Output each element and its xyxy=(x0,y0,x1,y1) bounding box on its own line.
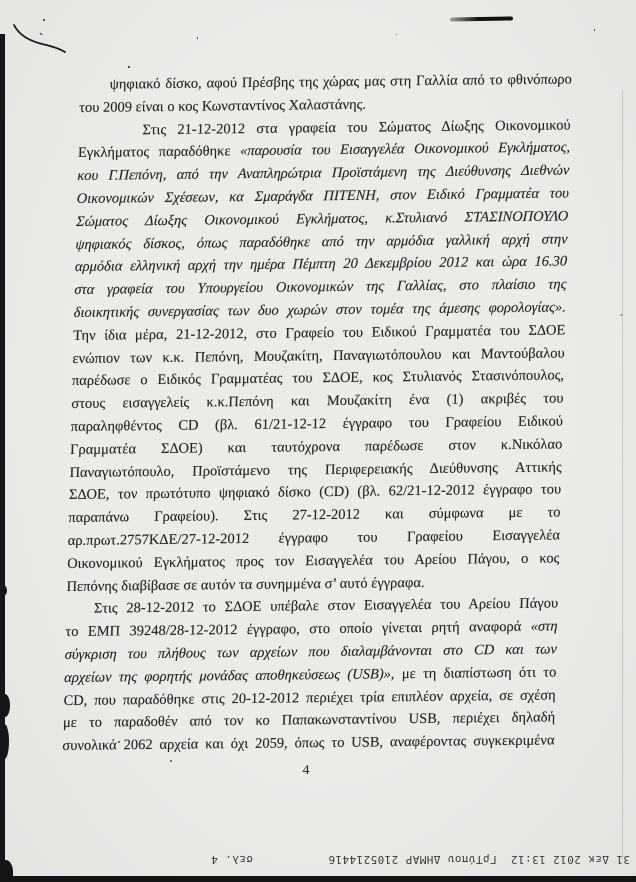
text-line: ΣΔΟΕ, τον πρωτότυπο ψηφιακό δίσκο (CD) (βλ. 62/21-12-2012 έγγραφο του xyxy=(68,481,562,504)
text-line: κου Γ.Πεπόνη, από την Αναπληρώτρια Προϊστάμενη της Διεύθυνσης Διεθνών xyxy=(77,162,570,185)
fax-sender: ΓρΤύπου ΔΗΜΑΡ 2105214416 xyxy=(328,853,497,866)
fax-datetime-sender xyxy=(328,853,630,866)
text-line: αρμόδια ελληνική αρχή την ημέρα Πέμπτη 20 Δεκεμβρίου 2012 και ώρα 16.30 xyxy=(74,253,568,276)
text-line: Την ίδια μέρα, 21-12-2012, στο Γραφείο του Ειδικού Γραμματέα του ΣΔΟΕ xyxy=(72,322,566,344)
text-line: αρχείων της φορητής μονάδας αποθηκεύσεως (USB)», με τη διαπίστωση ότι το xyxy=(63,664,557,686)
scan-smudge-left-3 xyxy=(0,724,9,759)
text-line: Παναγιωτόπουλο, Προϊστάμενο της Περιφερειακής Διεύθυνσης Αττικής xyxy=(69,458,562,481)
page-number: 4 xyxy=(302,763,310,778)
text-line: σύγκριση του πλήθους των αρχείων που διαλαμβάνονται στο CD και των xyxy=(64,641,558,663)
scan-speck xyxy=(197,37,198,39)
scan-smudge-left-2 xyxy=(0,694,10,717)
fax-datetime: 31 Δεκ 2012 13:12 xyxy=(510,853,630,866)
text-line: παραπάνω Γραφείου). Στις 27-12-2012 και σύμφωνα με το xyxy=(68,504,561,527)
text-line: Πεπόνης διαβίβασε σε αυτόν τα συνημμένα σ’ αυτό έγγραφα. xyxy=(66,574,425,595)
scan-speck xyxy=(170,760,172,762)
scan-speck xyxy=(43,19,45,21)
text-line: παρέδωσε ο Ειδικός Γραμματέας του ΣΔΟΕ, κος Στυλιανός Στασινόπουλος, xyxy=(71,367,565,390)
text-line: ψηφιακός δίσκος, όπως παραδόθηκε από την αρμόδια γαλλική αρχή στην xyxy=(75,230,568,253)
text-line: διοικητικής συνεργασίας των δυο χωρών στον τομέα της άμεσης φορολογίας». xyxy=(73,299,567,321)
scan-speck xyxy=(594,29,595,31)
text-line: Γραμματέα ΣΔΟΕ) και ταυτόχρονα παρέδωσε στον κ.Νικόλαο xyxy=(69,436,563,458)
text-line: ψηφιακό δίσκο, αφού Πρέσβης της χώρας μας στη Γαλλία από το φθινόπωρο xyxy=(109,71,573,93)
text-line: το ΕΜΠ 39248/28-12-2012 έγγραφο, στο οποίο γίνεται ρητή αναφορά «στη xyxy=(65,618,558,641)
scan-smudge-left-1 xyxy=(0,585,7,596)
text-line: στα γραφεία του Υπουργείου Οικονομικών της Γαλλίας, στο πλαίσιο της xyxy=(74,276,567,299)
scan-line-right-edge xyxy=(622,90,623,860)
text-line: Στις 28-12-2012 το ΣΔΟΕ υπέβαλε στον Εισαγγελέα του Αρείου Πάγου xyxy=(93,595,559,618)
text-line: Στις 21-12-2012 στα γραφεία του Σώματος Δίωξης Οικονομικού xyxy=(142,117,571,138)
document-text xyxy=(62,68,572,757)
text-line: CD, που παραδόθηκε στις 20-12-2012 περιέχει τρία επιπλέον αρχεία, σε σχέση xyxy=(63,686,556,709)
scan-speck xyxy=(128,66,130,68)
scan-speck xyxy=(620,314,623,316)
text-line: Οικονομικού Εγκλήματος προς τον Εισαγγελέα του Αρείου Πάγου, ο κος xyxy=(66,550,560,572)
text-line: στους εισαγγελείς κ.κ.Πεπόνη και Μουζακίτη ένα (1) ακριβές του xyxy=(71,390,564,413)
fax-page-label: σελ. 4 xyxy=(210,853,253,866)
text-line: με το παραδοθέν από τον κο Παπακωνσταντίνου USB, περιέχει δηλαδή xyxy=(62,709,556,732)
text-line: ενώπιον των κ.κ. Πεπόνη, Μουζακίτη, Παναγιωτόπουλου και Μαντούβαλου xyxy=(72,344,565,367)
fax-header-upside-down xyxy=(6,851,630,867)
scan-speck xyxy=(396,34,397,35)
text-line: του 2009 είναι ο κος Κωνσταντίνος Χαλαστάνης. xyxy=(78,96,367,116)
scratch-mark-top-left xyxy=(10,20,70,58)
text-line: συνολικά 2062 αρχεία και όχι 2059, όπως το USB, αναφέροντας συγκεκριμένα xyxy=(62,732,555,755)
scan-edge-strip-bottom xyxy=(0,876,636,882)
text-line: παραληφθέντος CD (βλ. 61/21-12-12 έγγραφο του Γραφείου Ειδικού xyxy=(70,413,564,435)
text-line: αρ.πρωτ.2757ΚΔΕ/27-12-2012 έγγραφο του Γραφείου Εισαγγελέα xyxy=(67,527,561,549)
text-line: Εγκλήματος παραδόθηκε «παρουσία του Εισαγγελέα Οικονομικού Εγκλήματος, xyxy=(77,139,571,162)
text-line: Σώματος Δίωξης Οικονομικού Εγκλήματος, κ.Στυλιανό ΣΤΑΣΙΝΟΠΟΥΛΟ xyxy=(75,208,569,230)
text-line: Οικονομικών Σχέσεων, κα Σμαράγδα ΠΙΤΕΝΗ, στον Ειδικό Γραμματέα του xyxy=(76,185,570,207)
scan-mark-top-right xyxy=(450,16,513,21)
